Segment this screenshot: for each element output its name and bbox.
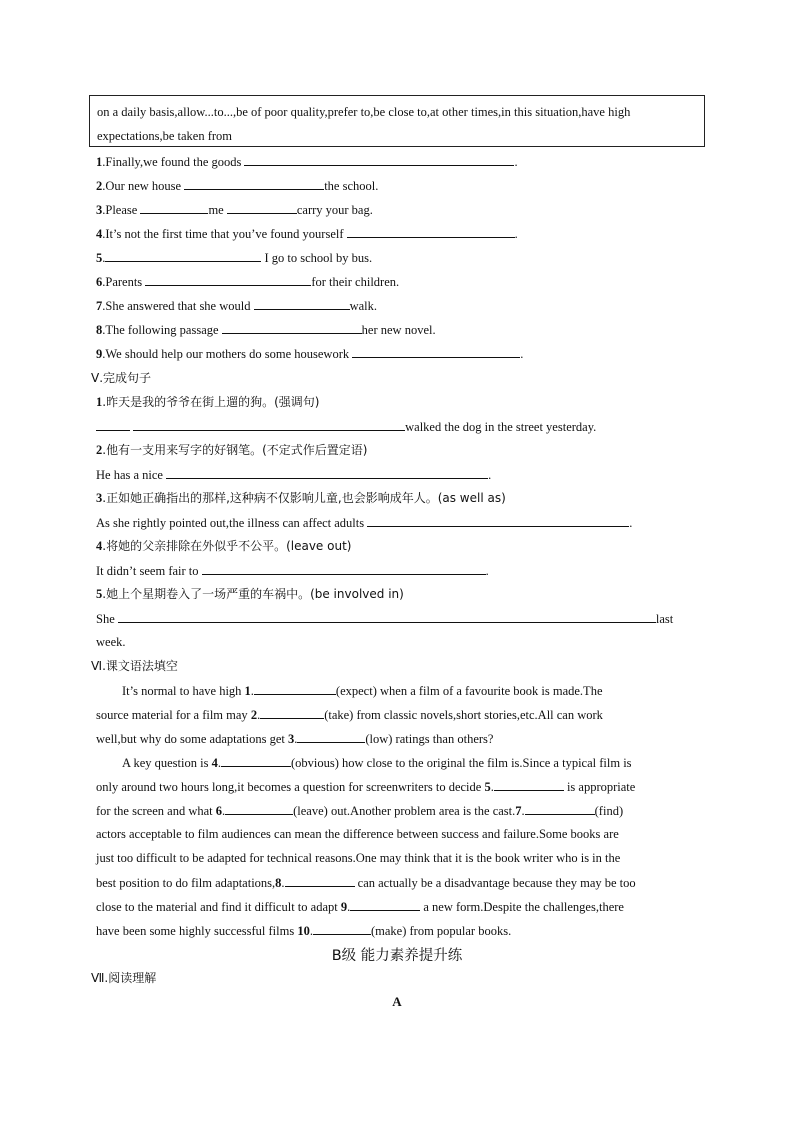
answer-line: As she rightly pointed out,the illness can affect adults .: [96, 516, 633, 530]
word-box: [89, 95, 705, 147]
answer-blank[interactable]: [145, 273, 311, 286]
answer-blank[interactable]: [352, 345, 520, 358]
question-item: 2.Our new house the school.: [96, 179, 379, 193]
answer-blank[interactable]: [297, 730, 365, 743]
passage-label: A: [392, 994, 402, 1009]
answer-blank[interactable]: [525, 802, 595, 815]
passage-line: It’s normal to have high 1. (expect) when a film of a favourite book is made.The: [122, 684, 603, 698]
question-prompt: 3.正如她正确指出的那样,这种病不仅影响儿童,也会影响成年人。(as well as): [96, 491, 506, 505]
answer-line: She last: [96, 612, 674, 626]
answer-line: He has a nice .: [96, 468, 492, 482]
question-item: 4.It’s not the first time that you’ve found yourself .: [96, 227, 518, 241]
passage-line: best position to do film adaptations,8. can actually be a disadvantage because they may be too: [96, 876, 636, 890]
answer-blank[interactable]: [221, 754, 291, 767]
answer-line: walked the dog in the street yesterday.: [96, 418, 596, 435]
answer-blank[interactable]: [105, 249, 261, 262]
answer-blank[interactable]: [166, 466, 488, 479]
passage-line: have been some highly successful films 10. (make) from popular books.: [96, 924, 512, 938]
answer-blank[interactable]: [133, 418, 405, 431]
answer-blank[interactable]: [140, 201, 208, 214]
section-title: Ⅵ.课文语法填空: [91, 659, 178, 673]
answer-blank[interactable]: [254, 682, 336, 695]
answer-blank[interactable]: [222, 321, 362, 334]
answer-blank[interactable]: [184, 177, 324, 190]
passage-line: only around two hours long,it becomes a question for screenwriters to decide 5. is appropriate: [96, 780, 636, 794]
level-heading: B级 能力素养提升练: [331, 948, 463, 964]
question-item: 7.She answered that she would walk.: [96, 299, 378, 313]
answer-blank[interactable]: [227, 201, 297, 214]
passage-line: just too difficult to be adapted for technical reasons.One may think that it is the book writer who is in the: [96, 851, 621, 865]
question-item: 5. I go to school by bus.: [96, 251, 373, 265]
answer-line: It didn’t seem fair to .: [96, 564, 489, 578]
word-box-line: on a daily basis,allow...to...,be of poor quality,prefer to,be close to,at other times,in this situation,have high: [97, 105, 631, 119]
question-item: 3.Please me carry your bag.: [96, 203, 373, 217]
answer-blank[interactable]: [118, 610, 656, 623]
answer-blank[interactable]: [367, 514, 629, 527]
answer-blank[interactable]: [347, 225, 515, 238]
question-prompt: 5.她上个星期卷入了一场严重的车祸中。(be involved in): [96, 587, 404, 601]
answer-blank[interactable]: [225, 802, 293, 815]
section-title: Ⅶ.阅读理解: [91, 971, 157, 985]
question-item: 8.The following passage her new novel.: [96, 323, 436, 337]
section-title: Ⅴ.完成句子: [91, 371, 152, 385]
answer-blank[interactable]: [260, 706, 324, 719]
answer-blank[interactable]: [244, 153, 514, 166]
passage-line: actors acceptable to film audiences can mean the difference between success and failure.Some books are: [96, 827, 619, 841]
passage-line: for the screen and what 6. (leave) out.Another problem area is the cast.7. (find): [96, 804, 624, 818]
question-item: 1.Finally,we found the goods .: [96, 155, 518, 169]
question-item: 6.Parents for their children.: [96, 275, 400, 289]
question-prompt: 2.他有一支用来写字的好钢笔。(不定式作后置定语): [96, 443, 368, 457]
word-box-line: expectations,be taken from: [97, 129, 233, 143]
answer-blank[interactable]: [350, 898, 420, 911]
answer-blank[interactable]: [254, 297, 350, 310]
question-item: 9.We should help our mothers do some housework .: [96, 347, 524, 361]
answer-blank[interactable]: [494, 778, 564, 791]
passage-line: A key question is 4. (obvious) how close to the original the film is.Since a typical film is: [122, 756, 632, 770]
answer-blank[interactable]: [313, 922, 371, 935]
answer-blank[interactable]: [96, 418, 130, 431]
passage-line: well,but why do some adaptations get 3. (low) ratings than others?: [96, 732, 494, 746]
answer-line-cont: week.: [96, 635, 126, 649]
question-prompt: 4.将她的父亲排除在外似乎不公平。(leave out): [96, 539, 352, 553]
answer-blank[interactable]: [285, 874, 355, 887]
question-prompt: 1.昨天是我的爷爷在街上遛的狗。(强调句): [96, 395, 320, 409]
passage-line: close to the material and find it difficult to adapt 9. a new form.Despite the challenges,there: [96, 900, 624, 914]
answer-blank[interactable]: [202, 562, 486, 575]
passage-line: source material for a film may 2. (take) from classic novels,short stories,etc.All can work: [96, 708, 603, 722]
